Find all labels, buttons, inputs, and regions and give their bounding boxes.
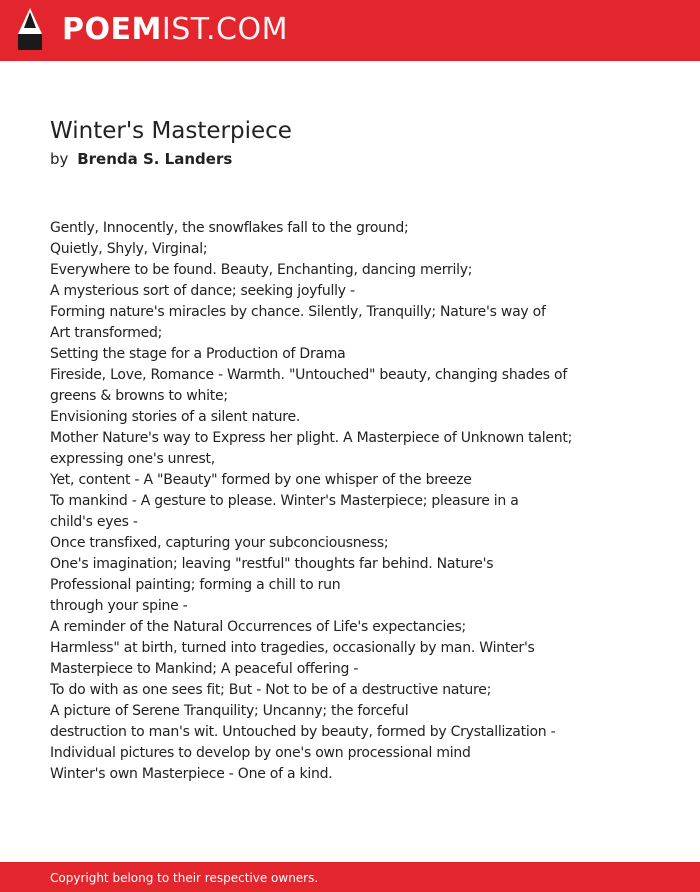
poem-line: Masterpiece to Mankind; A peaceful offering - xyxy=(50,661,359,677)
poem-line: One's imagination; leaving "restful" thoughts far behind. Nature's xyxy=(50,556,494,572)
poem-line: Once transfixed, capturing your subconciousness; xyxy=(50,535,389,551)
poem-line: Everywhere to be found. Beauty, Enchanting, dancing merrily; xyxy=(50,262,473,278)
site-footer xyxy=(0,862,700,892)
poem-line: destruction to man's wit. Untouched by beauty, formed by Crystallization - xyxy=(50,724,556,740)
poem-line: through your spine - xyxy=(50,598,188,614)
poem-line: greens & browns to white; xyxy=(50,388,228,404)
poem-line: Gently, Innocently, the snowflakes fall to the ground; xyxy=(50,220,409,236)
poem-line: Quietly, Shyly, Virginal; xyxy=(50,241,208,257)
poem-line: Harmless" at birth, turned into tragedies, occasionally by man. Winter's xyxy=(50,640,535,656)
poem-line: Setting the stage for a Production of Drama xyxy=(50,346,346,362)
pencil-icon[interactable] xyxy=(16,8,44,52)
poem-line: Winter's own Masterpiece - One of a kind. xyxy=(50,766,333,782)
by-label: by xyxy=(50,150,69,168)
copyright-text: Copyright belong to their respective owners. xyxy=(50,871,319,885)
poem-line: A reminder of the Natural Occurrences of Life's expectancies; xyxy=(50,619,466,635)
logo-light-text: IST.COM xyxy=(161,12,288,47)
poem-line: child's eyes - xyxy=(50,514,138,530)
poem-line: Envisioning stories of a silent nature. xyxy=(50,409,301,425)
site-header xyxy=(0,0,700,61)
poem-line: A mysterious sort of dance; seeking joyfully - xyxy=(50,283,355,299)
poem-line: Fireside, Love, Romance - Warmth. "Untouched" beauty, changing shades of xyxy=(50,367,568,383)
poem-title: Winter's Masterpiece xyxy=(50,118,292,144)
logo-bold-text: POEM xyxy=(62,12,162,47)
poem-line: Professional painting; forming a chill to run xyxy=(50,577,341,593)
author-name: Brenda S. Landers xyxy=(77,150,233,168)
byline xyxy=(50,148,232,170)
poem-body xyxy=(50,218,670,785)
poem-line: To mankind - A gesture to please. Winter's Masterpiece; pleasure in a xyxy=(50,493,519,509)
site-logo[interactable] xyxy=(62,11,288,49)
poem-line: expressing one's unrest, xyxy=(50,451,215,467)
poem-line: Individual pictures to develop by one's own processional mind xyxy=(50,745,471,761)
poem-line: To do with as one sees fit; But - Not to be of a destructive nature; xyxy=(50,682,492,698)
poem-line: Art transformed; xyxy=(50,325,163,341)
poem-line: Forming nature's miracles by chance. Silently, Tranquilly; Nature's way of xyxy=(50,304,546,320)
poem-line: A picture of Serene Tranquility; Uncanny; the forceful xyxy=(50,703,409,719)
poem-line: Yet, content - A "Beauty" formed by one whisper of the breeze xyxy=(50,472,472,488)
poem-line: Mother Nature's way to Express her plight. A Masterpiece of Unknown talent; xyxy=(50,430,573,446)
